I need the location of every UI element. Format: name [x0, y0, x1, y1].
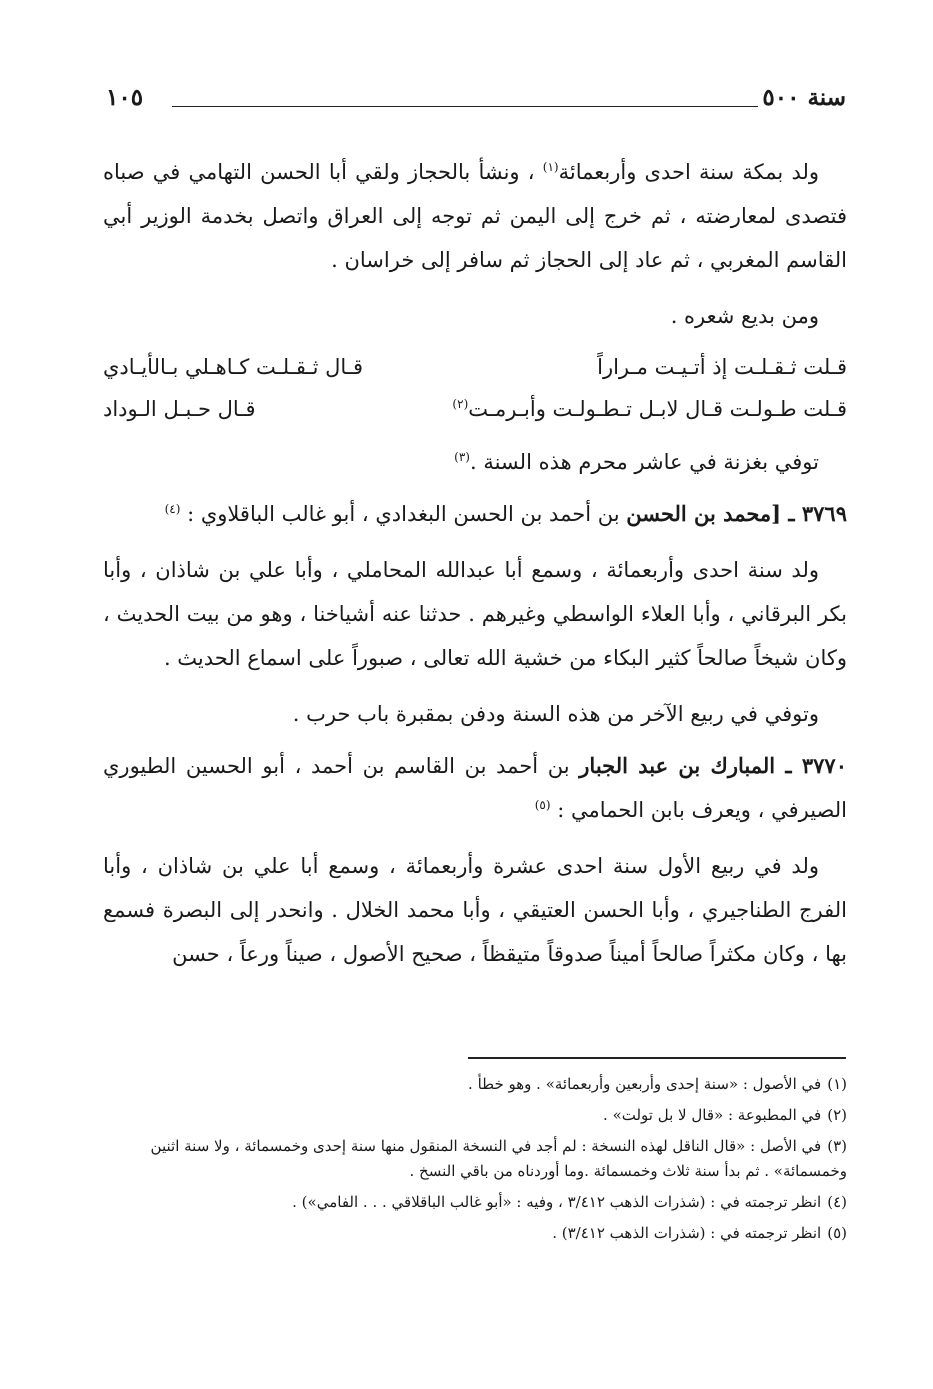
footnote-number: (١)	[827, 1075, 847, 1093]
paragraph-text: ولد بمكة سنة احدى وأربعمائة	[558, 160, 820, 184]
running-title: سنة ٥٠٠	[762, 84, 846, 111]
footnote-ref: (٥)	[534, 798, 551, 812]
paragraph-entry-3769: ولد سنة احدى وأربعمائة ، وسمع أبا عبدالله المحاملي ، وأبا علي بن شاذان ، وأبا بكر البرقاني ، وأبا العلاء الواسطي وغيرهم . حدثنا عنه أشياخنا ، وهو من بيت الحديث ، وكان شيخاً صالحاً كثير البكاء من خشية الله تعالى ، صبوراً على اسماع الحديث .	[103, 558, 847, 670]
entry-heading-3769	[103, 492, 847, 536]
page-number: ١٠٥	[106, 84, 144, 111]
footnote-text: في المطبوعة : «قال لا بل تولت» .	[603, 1106, 822, 1124]
entry-lineage: بن أحمد بن الحسن البغدادي ، أبو غالب الباقلاوي :	[180, 502, 627, 526]
footnote-text: انظر ترجمته في : (شذرات الذهب ٣/٤١٢ ، وفيه : «أبو غالب الباقلاقي . . . الفامي») .	[292, 1193, 822, 1211]
verse-second-hemistich: قـال حـبـل الـوداد	[103, 397, 256, 421]
paragraph-poetry-intro: ومن بديع شعره .	[670, 304, 819, 328]
entry-heading-3770	[103, 744, 847, 832]
footnote	[103, 1190, 847, 1215]
verse-first-hemistich: قـلت ثـقـلـت إذ أتـيـت مـراراً	[597, 355, 847, 379]
verse-first-hemistich	[452, 388, 847, 430]
footnote-number: (٥)	[827, 1224, 847, 1242]
footnote-text: في الأصول : «سنة إحدى وأربعين وأربعمائة» . وهو خطأ .	[468, 1075, 822, 1093]
verse-second-hemistich: قـال ثـقـلـت كـاهـلي بـالأيـادي	[103, 355, 363, 379]
poem	[103, 346, 847, 430]
poem-verse	[103, 346, 847, 388]
footnote-rule	[468, 1057, 846, 1059]
paragraph-entry-3769-death: وتوفي في ربيع الآخر من هذه السنة ودفن بمقبرة باب حرب .	[292, 702, 819, 726]
verse-text: قـلت طـولـت قـال لابـل تـطـولـت	[552, 397, 847, 421]
footnote-ref: (١)	[542, 160, 559, 174]
footnote-ref: (٢)	[452, 397, 469, 411]
poem-verse	[103, 388, 847, 430]
paragraph-text: ، ونشأ بالحجاز ولقي أبا الحسن التهامي في صباه فتصدى لمعارضته ، ثم خرج إلى اليمن ثم توجه إلى العراق واتصل بخدمة الوزير أبي القاسم المغربي ، ثم عاد إلى الحجاز ثم سافر إلى خراسان .	[103, 160, 847, 272]
footnotes	[103, 1072, 847, 1252]
paragraph-death	[103, 440, 847, 484]
footnote-text: انظر ترجمته في : (شذرات الذهب ٣/٤١٢) .	[552, 1224, 822, 1242]
footnote	[103, 1103, 847, 1128]
header-rule	[172, 106, 758, 107]
footnote-ref: (٣)	[454, 450, 470, 464]
paragraph-entry-3770: ولد في ربيع الأول سنة احدى عشرة وأربعمائة ، وسمع أبا علي بن شاذان ، وأبا الفرج الطناجيري ، وأبا الحسن العتيقي ، وأبا محمد الخلال . وانحدر إلى البصرة فسمع بها ، وكان مكثراً صالحاً أميناً صدوقاً متيقظاً ، صحيح الأصول ، صيناً ورعاً ، حسن	[103, 854, 847, 966]
footnote-number: (٤)	[827, 1193, 847, 1211]
footnote-ref: (٤)	[164, 502, 181, 516]
footnote-number: (٢)	[827, 1106, 847, 1124]
footnote	[103, 1221, 847, 1246]
entry-name: محمد بن الحسن	[626, 501, 772, 526]
page-header	[106, 84, 846, 124]
footnote	[103, 1072, 847, 1097]
verse-text: وأبـرمـت	[468, 397, 553, 421]
paragraph-text: توفي بغزنة في عاشر محرم هذه السنة .	[469, 450, 819, 474]
entry-number: ٣٧٦٩ ـ [	[771, 501, 847, 526]
entry-lineage: بن أحمد بن القاسم بن أحمد ، أبو الحسين الطيوري الصيرفي ، ويعرف بابن الحمامي :	[103, 754, 847, 822]
main-text	[103, 150, 847, 988]
entry-number: ٣٧٧٠ ـ	[775, 753, 847, 778]
footnote-text: في الأصل : «قال الناقل لهذه النسخة : لم أجد في النسخة المنقول منها سنة إحدى وخمسمائة ، ولا سنة اثنين وخمسمائة» . ثم بدأ سنة ثلاث وخمسمائة .وما أوردناه من باقي النسخ .	[150, 1137, 847, 1180]
footnote-number: (٣)	[827, 1137, 847, 1155]
entry-name: المبارك بن عبد الجبار	[579, 753, 776, 778]
paragraph-birth	[103, 150, 847, 282]
footnote	[103, 1134, 847, 1184]
